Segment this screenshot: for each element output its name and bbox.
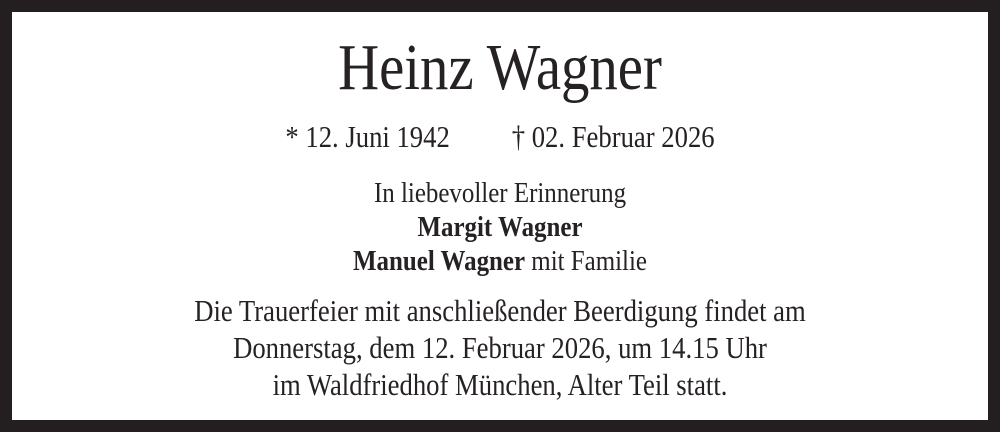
funeral-info-line: im Waldfriedhof München, Alter Teil statt. [272,367,728,402]
birth-date-group [285,120,449,154]
mourner-name: Margit Wagner [417,211,583,243]
mourner-row [80,244,919,278]
died-cross-symbol: † [511,119,526,154]
funeral-info-line: Donnerstag, dem 12. Februar 2026, um 14.15 Uhr [233,330,767,365]
funeral-info-line: Die Trauerfeier mit anschließender Beerdigung findet am [194,293,806,328]
memorial-block [80,176,919,278]
birth-date: 12. Juni 1942 [305,119,450,154]
obituary-card [12,12,988,420]
funeral-info-block [80,292,919,403]
life-dates-row [80,120,919,154]
memorial-line: In liebevoller Erinnerung [373,177,627,209]
mourner-suffix: mit Familie [525,245,647,277]
born-symbol: * [285,119,299,154]
mourner-name: Manuel Wagner [353,245,526,277]
deceased-name: Heinz Wagner [338,31,662,104]
death-date-group [512,120,715,154]
death-date: 02. Februar 2026 [531,119,715,154]
